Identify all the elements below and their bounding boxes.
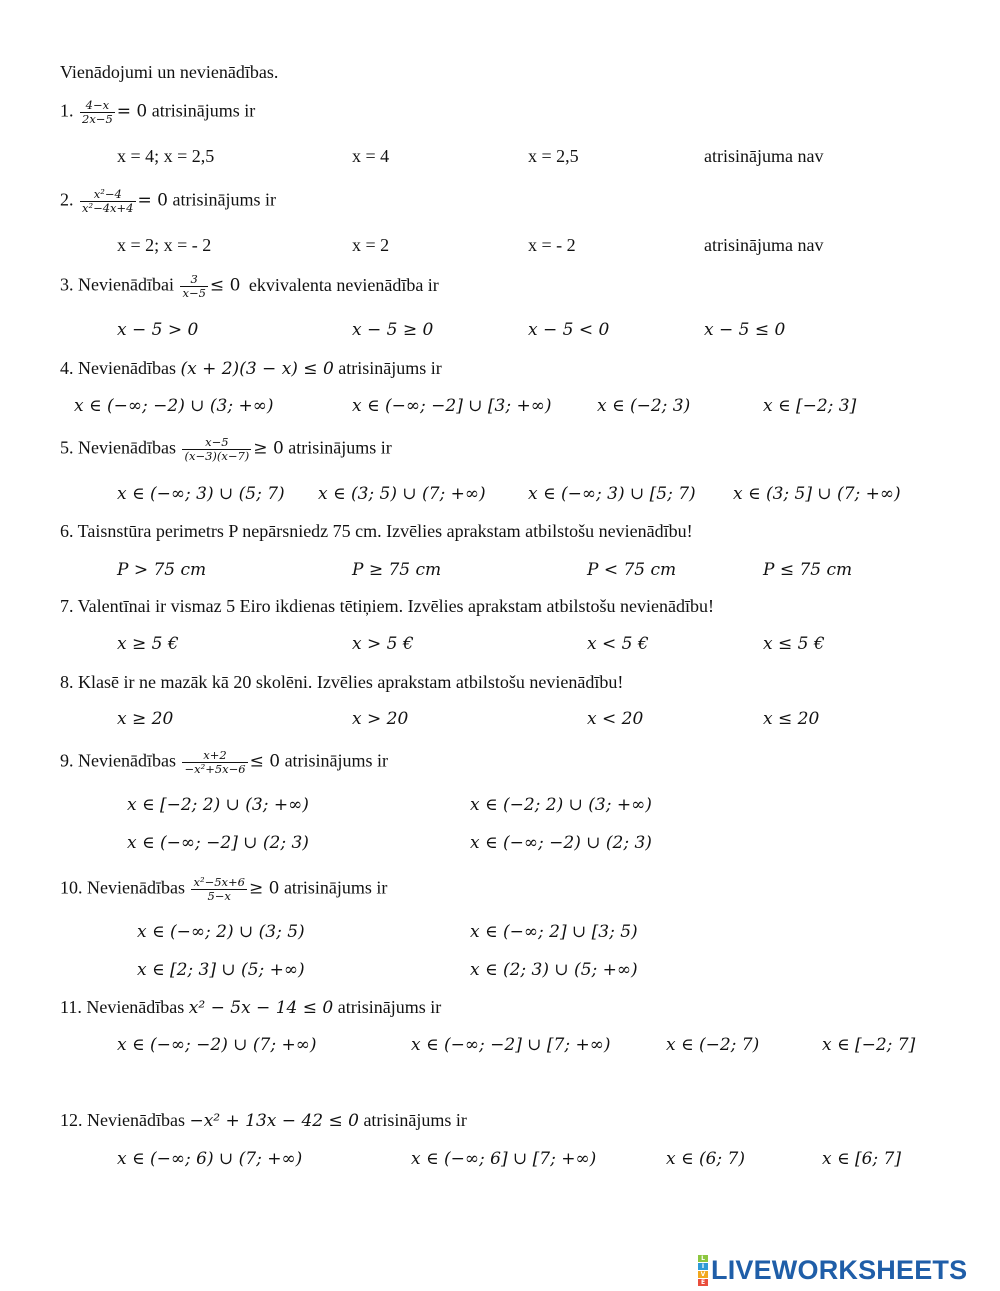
q5-tail: atrisinājums ir xyxy=(288,437,392,458)
q7-option-a[interactable]: x ≥ 5 € xyxy=(117,634,179,654)
q3-denominator: x−5 xyxy=(182,286,206,300)
question-11 xyxy=(60,996,441,1019)
q9-denominator: −x²+5x−6 xyxy=(184,762,246,776)
q12-lead: 12. Nevienādības xyxy=(60,1110,185,1130)
q9-option-c[interactable]: x ∈ (−∞; −2] ∪ (2; 3) xyxy=(127,833,309,853)
q9-option-a[interactable]: x ∈ [−2; 2) ∪ (3; +∞) xyxy=(127,795,309,815)
logo-block-v: V xyxy=(698,1271,708,1278)
q12-option-b[interactable]: x ∈ (−∞; 6] ∪ [7; +∞) xyxy=(411,1149,597,1169)
question-5 xyxy=(60,436,392,463)
q4-option-a[interactable]: x ∈ (−∞; −2) ∪ (3; +∞) xyxy=(74,396,274,416)
q7-option-b[interactable]: x > 5 € xyxy=(352,634,414,654)
q4-option-b[interactable]: x ∈ (−∞; −2] ∪ [3; +∞) xyxy=(352,396,552,416)
q8-option-b[interactable]: x > 20 xyxy=(352,709,409,729)
q5-option-c[interactable]: x ∈ (−∞; 3) ∪ [5; 7) xyxy=(528,484,696,504)
q8-option-a[interactable]: x ≥ 20 xyxy=(117,709,174,729)
q11-lead: 11. Nevienādības xyxy=(60,997,185,1017)
q10-option-c[interactable]: x ∈ [2; 3] ∪ (5; +∞) xyxy=(137,960,305,980)
q12-option-a[interactable]: x ∈ (−∞; 6) ∪ (7; +∞) xyxy=(117,1149,303,1169)
q3-rhs: ≤ 0 xyxy=(209,275,241,296)
q6-option-d[interactable]: P ≤ 75 cm xyxy=(763,560,853,580)
q2-option-c[interactable]: x = - 2 xyxy=(528,235,576,255)
q9-lead: 9. Nevienādības xyxy=(60,750,176,771)
q5-option-d[interactable]: x ∈ (3; 5] ∪ (7; +∞) xyxy=(733,484,901,504)
q10-numerator: x²−5x+6 xyxy=(193,875,245,889)
q4-option-d[interactable]: x ∈ [−2; 3] xyxy=(763,396,857,416)
q10-tail: atrisinājums ir xyxy=(283,877,388,898)
q11-option-d[interactable]: x ∈ [−2; 7] xyxy=(822,1035,916,1055)
question-10 xyxy=(60,876,387,903)
q9-rhs: ≤ 0 xyxy=(249,751,281,772)
q9-option-b[interactable]: x ∈ (−2; 2) ∪ (3; +∞) xyxy=(470,795,652,815)
q6-option-b[interactable]: P ≥ 75 cm xyxy=(352,560,442,580)
q1-denominator: 2x−5 xyxy=(82,112,113,126)
q9-numerator: x+2 xyxy=(203,748,227,762)
q2-option-a[interactable]: x = 2; x = - 2 xyxy=(117,235,212,255)
q4-option-c[interactable]: x ∈ (−2; 3) xyxy=(597,396,691,416)
question-1 xyxy=(60,99,255,126)
question-12 xyxy=(60,1109,467,1132)
q7-option-d[interactable]: x ≤ 5 € xyxy=(763,634,825,654)
question-6: 6. Taisnstūra perimetrs P nepārsniedz 75 cm. Izvēlies aprakstam atbilstošu nevienādību! xyxy=(60,521,693,541)
q5-rhs: ≥ 0 xyxy=(253,438,284,459)
logo-text: LIVEWORKSHEETS xyxy=(711,1254,968,1285)
q4-lead: 4. Nevienādības xyxy=(60,358,176,378)
q2-option-d[interactable]: atrisinājuma nav xyxy=(704,235,824,255)
q8-option-c[interactable]: x < 20 xyxy=(587,709,644,729)
q3-option-d[interactable]: x − 5 ≤ 0 xyxy=(704,320,786,340)
question-4 xyxy=(60,357,442,380)
q10-denominator: 5−x xyxy=(191,889,247,903)
q11-option-a[interactable]: x ∈ (−∞; −2) ∪ (7; +∞) xyxy=(117,1035,317,1055)
liveworksheets-logo xyxy=(698,1255,967,1285)
q6-option-c[interactable]: P < 75 cm xyxy=(587,560,677,580)
q1-option-d[interactable]: atrisinājuma nav xyxy=(704,146,824,166)
q11-expression: x² − 5x − 14 ≤ 0 xyxy=(188,998,334,1018)
q12-tail: atrisinājums ir xyxy=(363,1110,467,1130)
logo-block-e: E xyxy=(698,1279,708,1286)
q10-lead: 10. Nevienādības xyxy=(60,877,185,898)
q5-fraction xyxy=(182,436,251,463)
question-3 xyxy=(60,273,439,300)
q2-number: 2. xyxy=(60,189,74,210)
q10-rhs: ≥ 0 xyxy=(248,878,280,899)
q6-option-a[interactable]: P > 75 cm xyxy=(117,560,207,580)
q5-numerator: x−5 xyxy=(205,435,229,449)
q2-rhs: = 0 xyxy=(137,190,168,211)
q1-option-a[interactable]: x = 4; x = 2,5 xyxy=(117,146,215,166)
q1-tail: atrisinājums ir xyxy=(151,100,256,121)
q9-fraction xyxy=(182,749,247,776)
q1-option-b[interactable]: x = 4 xyxy=(352,146,390,166)
q3-option-b[interactable]: x − 5 ≥ 0 xyxy=(352,320,434,340)
q12-option-d[interactable]: x ∈ [6; 7] xyxy=(822,1149,902,1169)
page-title: Vienādojumi un nevienādības. xyxy=(60,62,279,82)
q5-option-b[interactable]: x ∈ (3; 5) ∪ (7; +∞) xyxy=(318,484,486,504)
q2-tail: atrisinājums ir xyxy=(172,189,276,210)
q7-option-c[interactable]: x < 5 € xyxy=(587,634,649,654)
q5-denominator: (x−3)(x−7) xyxy=(184,449,250,463)
q10-option-b[interactable]: x ∈ (−∞; 2] ∪ [3; 5) xyxy=(470,922,638,942)
question-9 xyxy=(60,749,388,776)
q12-option-c[interactable]: x ∈ (6; 7) xyxy=(666,1149,746,1169)
logo-block-l: L xyxy=(698,1255,708,1262)
question-8: 8. Klasē ir ne mazāk kā 20 skolēni. Izvēlies aprakstam atbilstošu nevienādību! xyxy=(60,672,624,692)
q5-option-a[interactable]: x ∈ (−∞; 3) ∪ (5; 7) xyxy=(117,484,285,504)
q10-option-a[interactable]: x ∈ (−∞; 2) ∪ (3; 5) xyxy=(137,922,305,942)
q11-tail: atrisinājums ir xyxy=(337,997,442,1017)
q11-option-c[interactable]: x ∈ (−2; 7) xyxy=(666,1035,760,1055)
q2-numerator: x²−4 xyxy=(93,187,122,201)
q1-fraction xyxy=(80,99,115,126)
q4-tail: atrisinājums ir xyxy=(338,358,442,378)
q1-rhs: = 0 xyxy=(116,101,148,122)
q4-expression: (x + 2)(3 − x) ≤ 0 xyxy=(180,359,334,379)
q3-numerator: 3 xyxy=(190,272,198,286)
q2-fraction xyxy=(80,188,136,215)
q8-option-d[interactable]: x ≤ 20 xyxy=(763,709,820,729)
q10-fraction xyxy=(191,876,247,903)
logo-blocks-icon xyxy=(698,1255,708,1286)
q2-denominator: x²−4x+4 xyxy=(82,201,134,215)
q1-numerator: 4−x xyxy=(85,98,110,112)
q9-option-d[interactable]: x ∈ (−∞; −2) ∪ (2; 3) xyxy=(470,833,652,853)
q3-tail: ekvivalenta nevienādība ir xyxy=(248,274,439,295)
q12-expression: −x² + 13x − 42 ≤ 0 xyxy=(189,1111,359,1131)
q10-option-d[interactable]: x ∈ (2; 3) ∪ (5; +∞) xyxy=(470,960,638,980)
q3-fraction xyxy=(180,273,207,300)
question-7: 7. Valentīnai ir vismaz 5 Eiro ikdienas tētiņiem. Izvēlies aprakstam atbilstošu nevienādību! xyxy=(60,596,714,616)
q3-lead: 3. Nevienādībai xyxy=(60,274,174,295)
q11-option-b[interactable]: x ∈ (−∞; −2] ∪ [7; +∞) xyxy=(411,1035,611,1055)
q5-lead: 5. Nevienādības xyxy=(60,437,176,458)
q3-option-c[interactable]: x − 5 < 0 xyxy=(528,320,610,340)
q9-tail: atrisinājums ir xyxy=(284,750,389,771)
question-2 xyxy=(60,188,276,215)
q1-number: 1. xyxy=(60,100,74,121)
logo-block-i: I xyxy=(698,1263,708,1270)
q3-option-a[interactable]: x − 5 > 0 xyxy=(117,320,199,340)
q1-option-c[interactable]: x = 2,5 xyxy=(528,146,579,166)
q2-option-b[interactable]: x = 2 xyxy=(352,235,390,255)
